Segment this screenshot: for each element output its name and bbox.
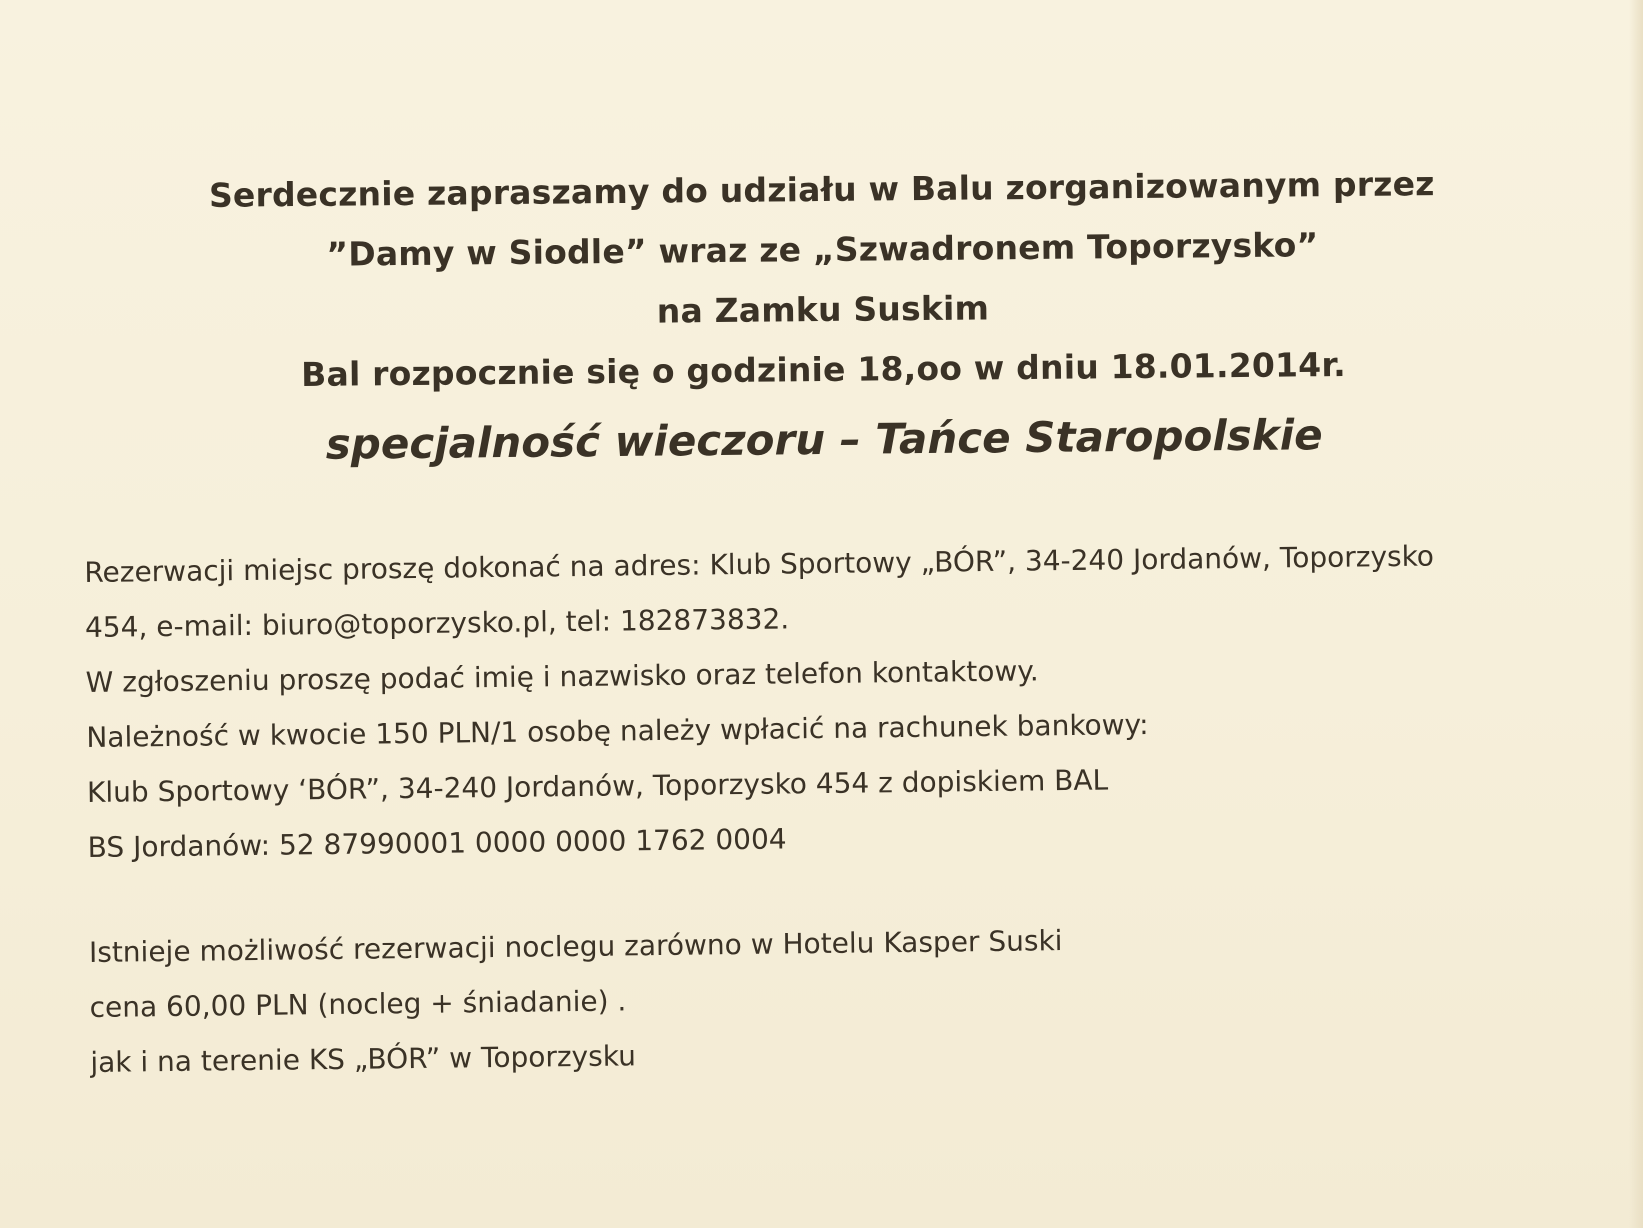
invitation-line-4: Bal rozpocznie się o godzinie 18,oo w dniu 18.01.2014r. (300, 344, 1347, 395)
accommodation-line-1: Istnieje możliwość rezerwacji noclegu zarówno w Hotelu Kasper Suski (88, 924, 1063, 969)
accommodation-line-3: jak i na terenie KS „BÓR” w Toporzysku (90, 1039, 637, 1079)
accommodation-line-2: cena 60,00 PLN (nocleg + śniadanie) . (89, 984, 627, 1024)
details-section (84, 527, 1591, 1090)
invitation-header (0, 152, 1643, 488)
invitation-line-2: ”Damy w Siodle” wraz ze „Szwadronem Toporzysko” (326, 225, 1319, 274)
invitation-line-1: Serdecznie zapraszamy do udziału w Balu zorganizowanym przez (208, 164, 1435, 215)
evening-special: specjalność wieczoru – Tańce Staropolskie (325, 410, 1323, 469)
invitation-line-3: na Zamku Suskim (656, 288, 990, 331)
reservation-line-3: W zgłoszeniu proszę podać imię i nazwisko oraz telefon kontaktowy. (85, 654, 1039, 699)
reservation-line-1: Rezerwacji miejsc proszę dokonać na adres: Klub Sportowy „BÓR”, 34-240 Jordanów, Toporzysko (84, 539, 1435, 589)
reservation-line-4: Należność w kwocie 150 PLN/1 osobę należy wpłacić na rachunek bankowy: (86, 708, 1149, 754)
reservation-line-6: BS Jordanów: 52 87990001 0000 0000 1762 0004 (87, 822, 787, 864)
reservation-line-5: Klub Sportowy ‘BÓR”, 34-240 Jordanów, Toporzysko 454 z dopiskiem BAL (86, 763, 1109, 809)
reservation-line-2: 454, e-mail: biuro@toporzysko.pl, tel: 182873832. (84, 602, 790, 644)
